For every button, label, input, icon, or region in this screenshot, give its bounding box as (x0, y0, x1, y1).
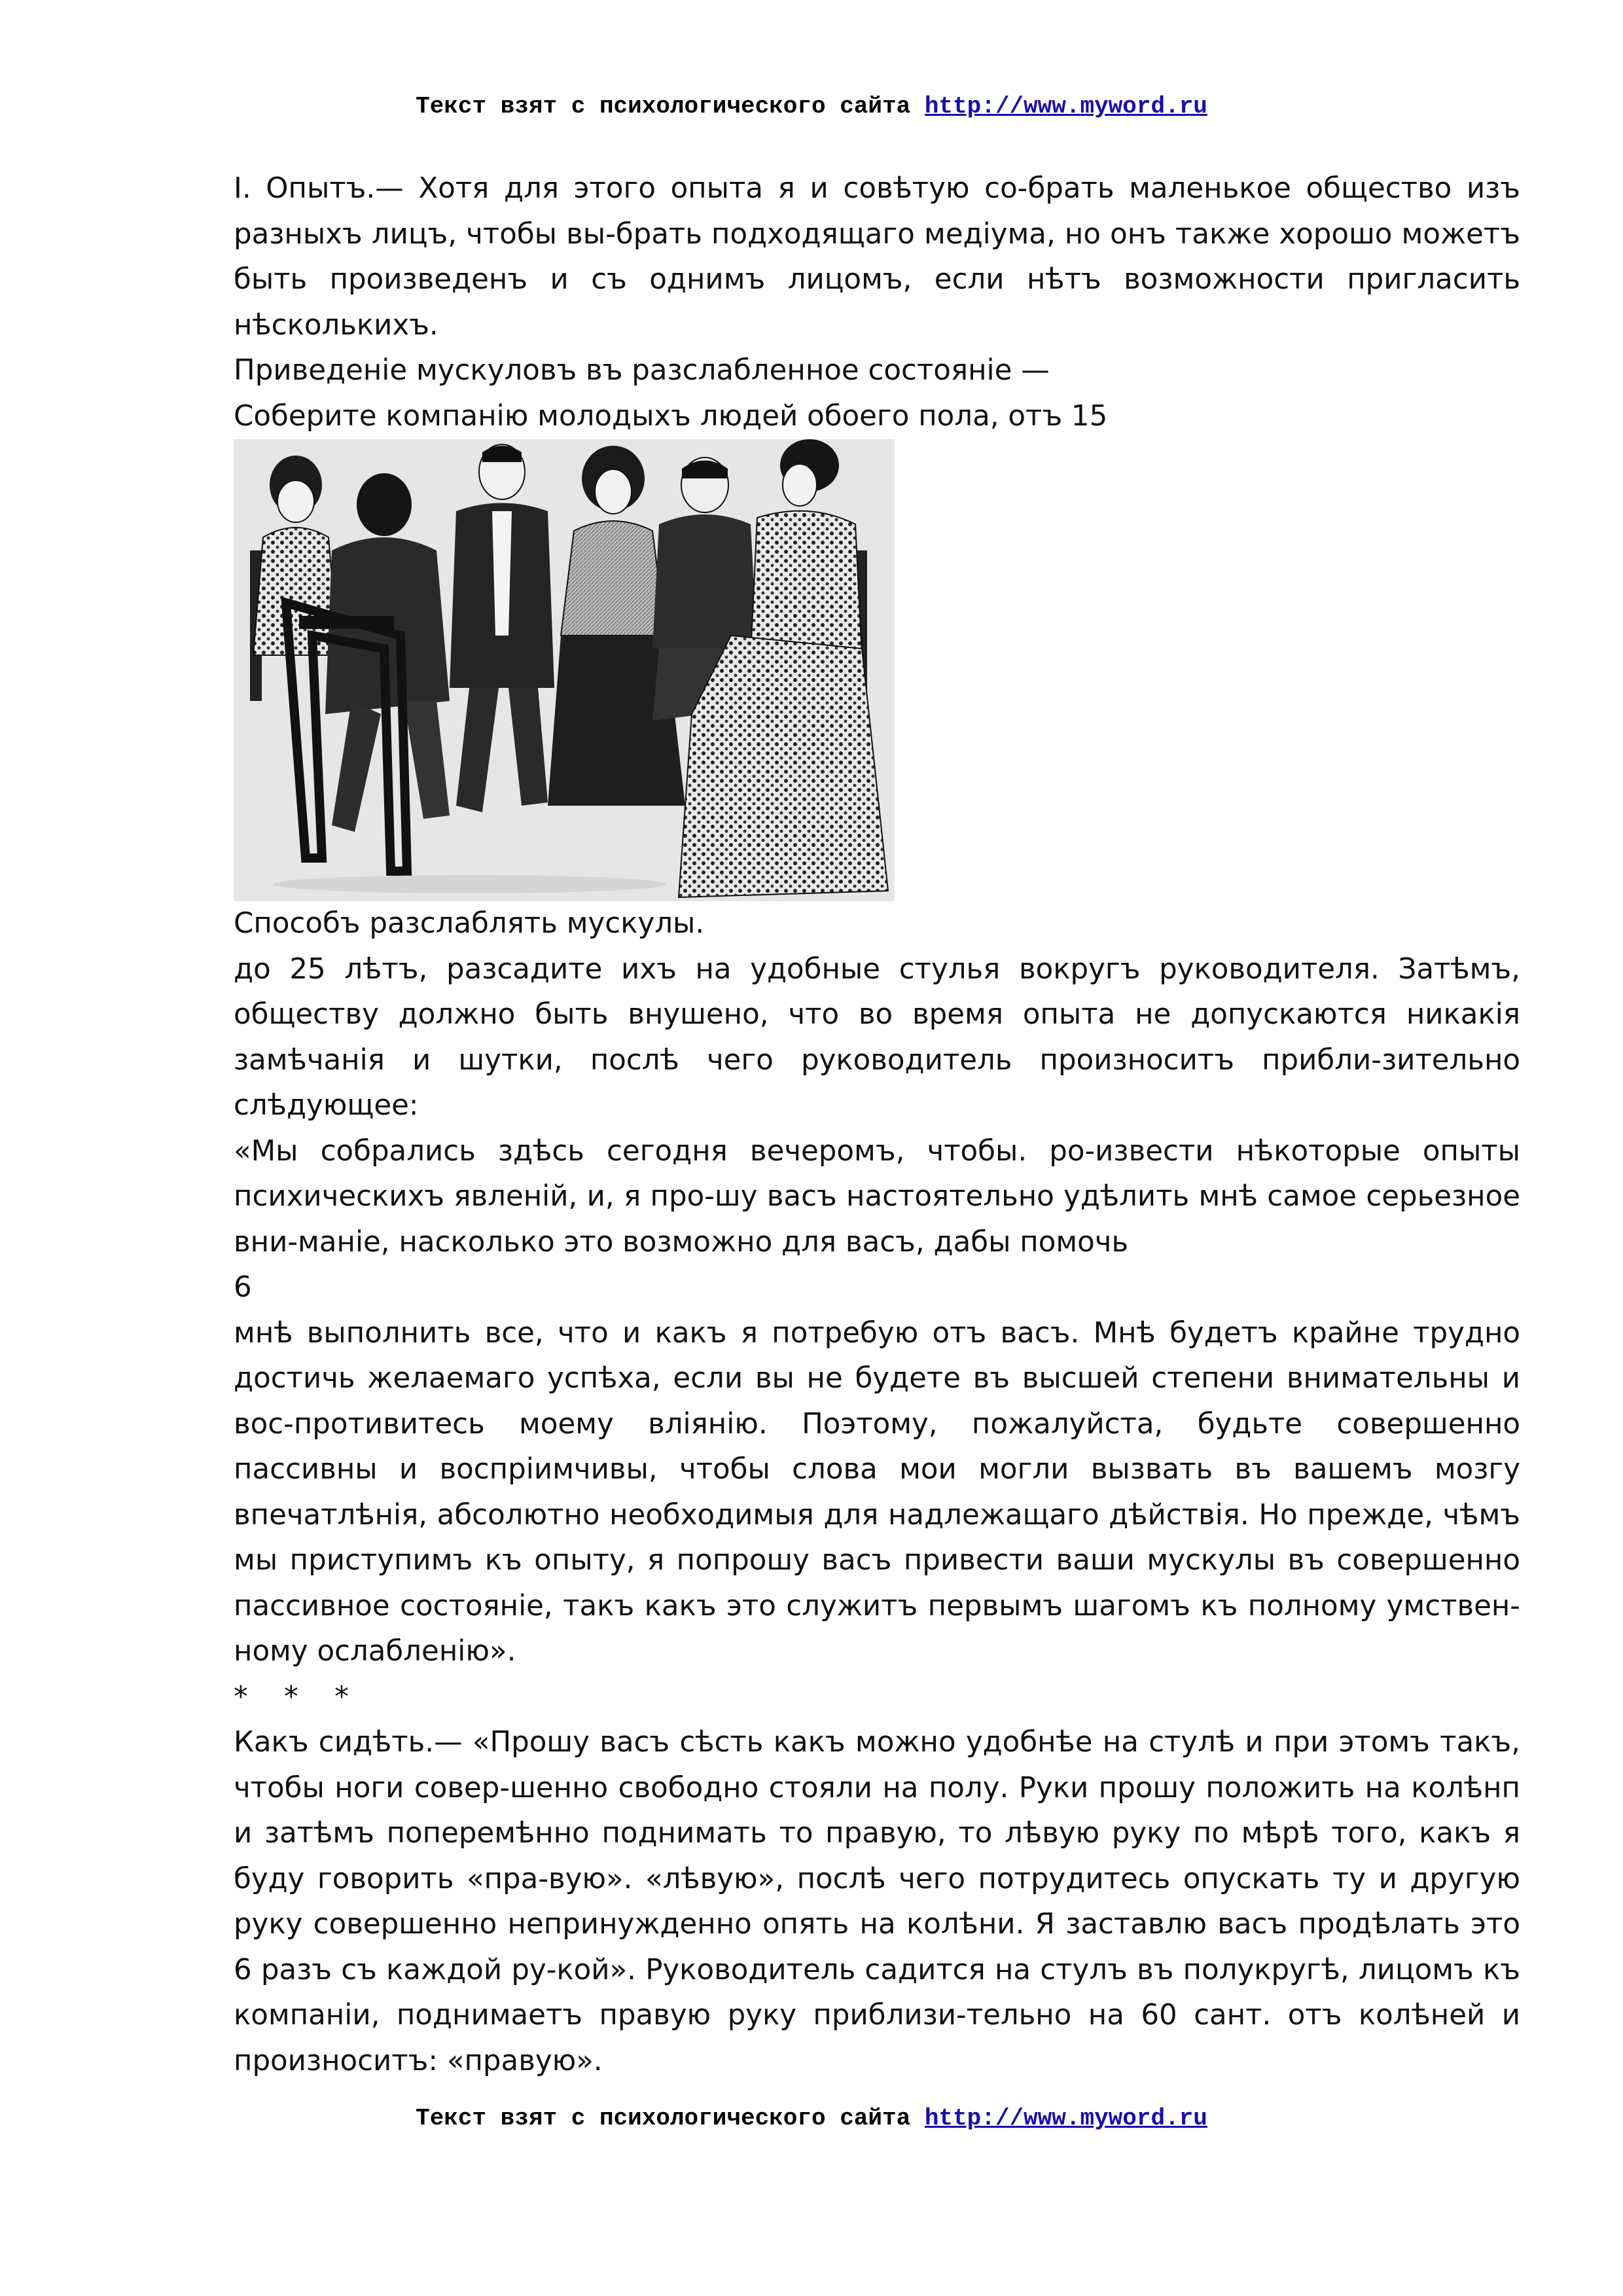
page-footer (0, 2105, 1623, 2132)
document-body (234, 166, 1520, 2084)
footer-site-link[interactable]: http://www.myword.ru (924, 2105, 1207, 2132)
illustration-caption: Способъ разслаблять мускулы. (234, 907, 705, 940)
paragraph-gather-company: Соберите компанію молодыхъ людей обоего пола, отъ 15 (234, 399, 1108, 433)
seated-group-illustration (234, 439, 895, 901)
footer-text: Текст взят с психологического сайта (416, 2105, 925, 2132)
header-text: Текст взят с психологического сайта (416, 93, 925, 120)
section-separator: * * * (234, 1680, 349, 1713)
paragraph-relaxation-heading: Приведеніе мускуловъ въ разслабленное состояніе — (234, 354, 1050, 387)
paragraph-seating-instructions: до 25 лѣтъ, разсадите ихъ на удобные стулья вокругъ руководителя. Затѣмъ, обществу должно быть внушено, что во время опыта не допускаются никакія замѣчанія и шутки, послѣ чего руководитель произноситъ прибли-зительно слѣдующее: (234, 952, 1520, 1122)
paragraph-leader-speech: «Мы собрались здѣсь сегодня вечеромъ, чтобы. ро-извести нѣкоторые опыты психическихъ явленій, и, я про-шу васъ настоятельно удѣлить мнѣ самое серьезное вни-маніе, насколько это возможно для васъ, дабы помочь (234, 1134, 1520, 1259)
paragraph-experiment-intro: I. Опытъ.— Хотя для этого опыта я и совѣтую со-брать маленькое общество изъ разныхъ лицъ, чтобы вы-брать подходящаго медіума, но онъ также хорошо можетъ быть произведенъ и съ однимъ лицомъ, если нѣтъ возможности пригласить нѣсколькихъ. (234, 172, 1520, 342)
header-site-link[interactable]: http://www.myword.ru (924, 93, 1207, 120)
paragraph-how-to-sit: Какъ сидѣть.— «Прошу васъ сѣсть какъ можно удобнѣе на стулѣ и при этомъ такъ, чтобы ноги совер-шенно свободно стояли на полу. Руки прошу положить на колѣнп и затѣмъ поперемѣнно поднимать то правую, то лѣвую руку по мѣрѣ того, какъ я буду говорить «пра-вую». «лѣвую», послѣ чего потрудитесь опускать ту и другую руку совершенно непринужденно опять на колѣни. Я заставлю васъ продѣлать это 6 разъ съ каждой ру-кой». Руководитель садится на стулъ въ полукругѣ, лицомъ къ компаніи, поднимаетъ правую руку приблизи-тельно на 60 сант. отъ колѣней и произноситъ: «правую». (234, 1726, 1520, 2077)
paragraph-speech-continued: мнѣ выполнить все, что и какъ я потребую отъ васъ. Мнѣ будетъ крайне трудно достичь желаемаго успѣха, если вы не будете въ высшей степени внимательны и вос-противитесь моему вліянію. Поэтому, пожалуйста, будьте совершенно пассивны и воспріимчивы, чтобы слова мои могли вызвать въ вашемъ мозгу впечатлѣнія, абсолютно необходимыя для надлежащаго дѣйствія. Но прежде, чѣмъ мы приступимъ къ опыту, я попрошу васъ привести ваши мускулы въ совершенно пассивное состояніе, такъ какъ это служитъ первымъ шагомъ къ полному умствен-ному ослабленію». (234, 1316, 1520, 1668)
page-number: 6 (234, 1271, 252, 1304)
page-header (0, 93, 1623, 120)
